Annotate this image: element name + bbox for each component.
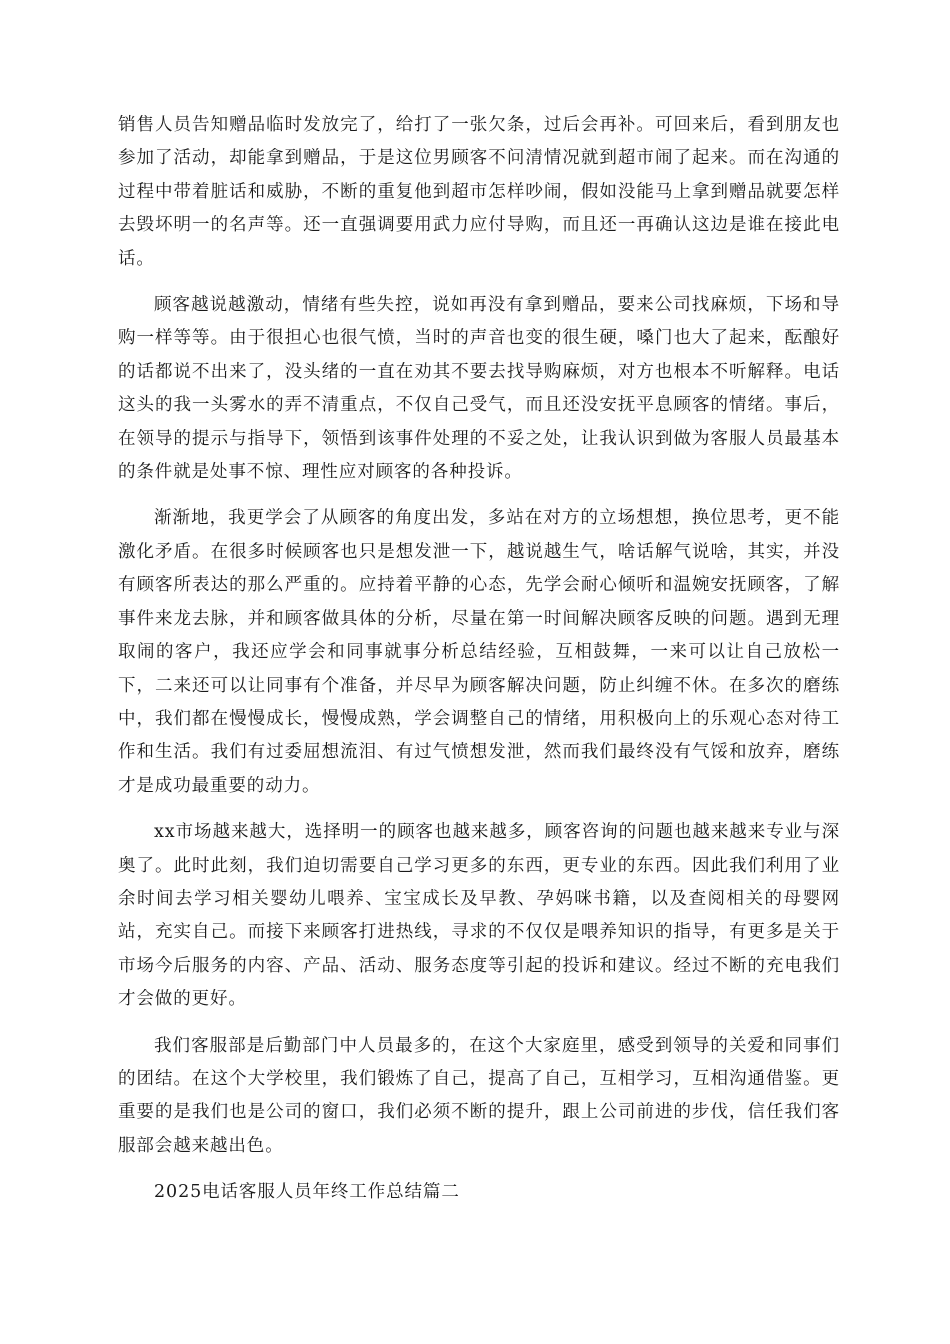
section-heading: 2025电话客服人员年终工作总结篇二 (154, 1182, 460, 1203)
document-body (118, 109, 840, 1210)
paragraph-3: 渐渐地，我更学会了从顾客的角度出发，多站在对方的立场想想，换位思考，更不能激化矛盾。在很多时候顾客也只是想发泄一下，越说越生气，啥话解气说啥，其实，并没有顾客所表达的那么严重的。应持着平静的心态，先学会耐心倾听和温婉安抚顾客，了解事件来龙去脉，并和顾客做具体的分析，尽量在第一时间解决顾客反映的问题。遇到无理取闹的客户，我还应学会和同事就事分析总结经验，互相鼓舞，一来可以让自己放松一下，二来还可以让同事有个准备，并尽早为顾客解决问题，防止纠缠不休。在多次的磨练中，我们都在慢慢成长，慢慢成熟，学会调整自己的情绪，用积极向上的乐观心态对待工作和生活。我们有过委屈想流泪、有过气愤想发泄，然而我们最终没有气馁和放弃，磨练才是成功最重要的动力。 (118, 508, 840, 796)
paragraph-5: 我们客服部是后勤部门中人员最多的，在这个大家庭里，感受到领导的关爱和同事们的团结。在这个大学校里，我们锻炼了自己，提高了自己，互相学习，互相沟通借鉴。更重要的是我们也是公司的窗口，我们必须不断的提升，跟上公司前进的步伐，信任我们客服部会越来越出色。 (118, 1035, 840, 1156)
paragraph-2: 顾客越说越激动，情绪有些失控，说如再没有拿到赠品，要来公司找麻烦，下场和导购一样等等。由于很担心也很气愤，当时的声音也变的很生硬，嗓门也大了起来，酝酿好的话都说不出来了，没头绪的一直在劝其不要去找导购麻烦，对方也根本不听解释。电话这头的我一头雾水的弄不清重点，不仅自己受气，而且还没安抚平息顾客的情绪。事后，在领导的提示与指导下，领悟到该事件处理的不妥之处，让我认识到做为客服人员最基本的条件就是处事不惊、理性应对顾客的各种投诉。 (118, 295, 840, 483)
paragraph-1: 销售人员告知赠品临时发放完了，给打了一张欠条，过后会再补。可回来后，看到朋友也参加了活动，却能拿到赠品，于是这位男顾客不问清情况就到超市闹了起来。而在沟通的过程中带着脏话和威胁，不断的重复他到超市怎样吵闹，假如没能马上拿到赠品就要怎样去毁坏明一的名声等。还一直强调要用武力应付导购，而且还一再确认这边是谁在接此电话。 (118, 115, 840, 269)
paragraph-4: xx市场越来越大，选择明一的顾客也越来越多，顾客咨询的问题也越来越来专业与深奥了。此时此刻，我们迫切需要自己学习更多的东西，更专业的东西。因此我们利用了业余时间去学习相关婴幼儿喂养、宝宝成长及早教、孕妈咪书籍，以及查阅相关的母婴网站，充实自己。而接下来顾客打进热线，寻求的不仅仅是喂养知识的指导，有更多是关于市场今后服务的内容、产品、活动、服务态度等引起的投诉和建议。经过不断的充电我们才会做的更好。 (118, 822, 840, 1010)
